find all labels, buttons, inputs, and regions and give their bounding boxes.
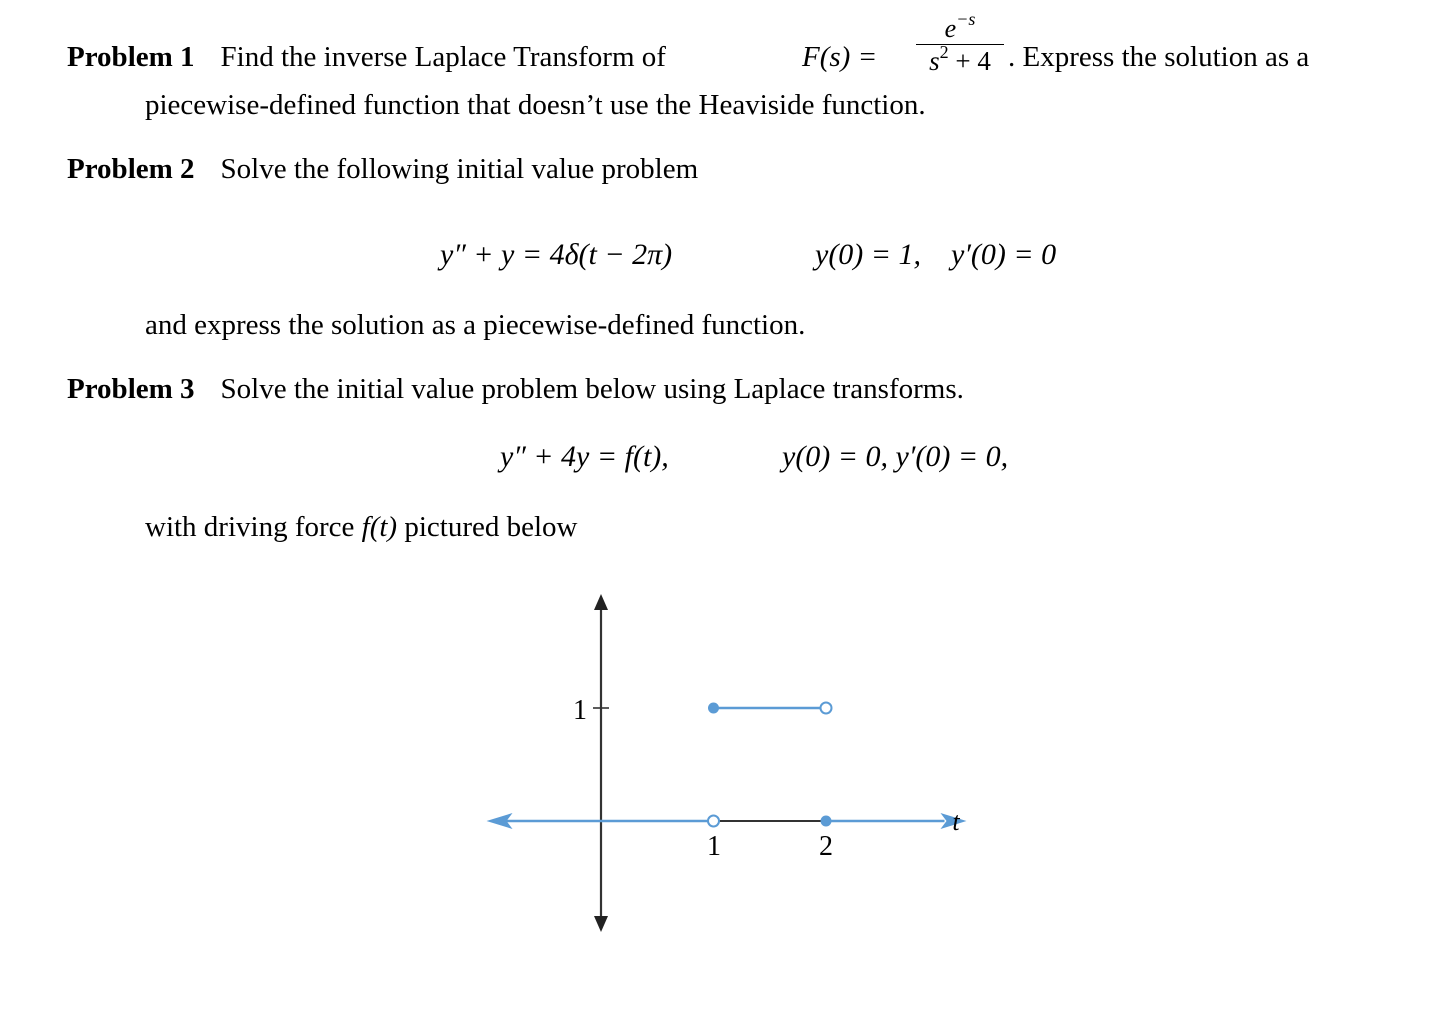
problem-3-initial-conditions: y(0) = 0, y′(0) = 0, <box>782 440 1009 473</box>
problem-3-equation: y″ + 4y = f(t), <box>500 440 669 473</box>
function-lhs: F(s) = <box>802 41 878 73</box>
series-2-open-point <box>821 703 832 714</box>
series-2-closed-point <box>708 703 719 714</box>
fraction-denominator: $s^2 + 4$ <box>929 42 991 76</box>
y-axis-up-arrow <box>594 594 608 610</box>
problem-1-text: Find the inverse Laplace Transform of <box>220 41 666 73</box>
problem-3-followup: with driving force f(t) pictured below <box>145 511 578 543</box>
problem-2-label: Problem 2 <box>67 153 195 185</box>
x-axis-label: t <box>952 807 960 836</box>
series-3-closed-point <box>821 816 832 827</box>
problem-1-label: Problem 1 <box>67 41 195 73</box>
problem-2-followup: and express the solution as a piecewise-defined function. <box>145 309 806 341</box>
x-tick-label-2: 2 <box>819 831 833 862</box>
problem-3-text: Solve the initial value problem below using Laplace transforms. <box>220 373 964 405</box>
problem-1-after: . Express the solution as a <box>1008 41 1310 73</box>
y-tick-label: 1 <box>573 695 587 726</box>
fraction-numerator: $e^{-s}$ <box>944 9 976 43</box>
driving-force-symbol: f(t) <box>361 511 398 543</box>
problem-2-equation: y″ + y = 4δ(t − 2π) <box>440 238 673 271</box>
problem-2-text: Solve the following initial value problem <box>220 153 699 185</box>
x-tick-label-1: 1 <box>707 831 721 862</box>
problem-3-label: Problem 3 <box>67 373 195 405</box>
series-1-open-point <box>708 816 719 827</box>
y-axis-down-arrow <box>594 916 608 932</box>
problem-2-initial-conditions: y(0) = 1, y′(0) = 0 <box>815 238 1057 271</box>
problem-1-line-2: piecewise-defined function that doesn’t use the Heaviside function. <box>145 89 926 121</box>
series-layer <box>487 703 967 830</box>
